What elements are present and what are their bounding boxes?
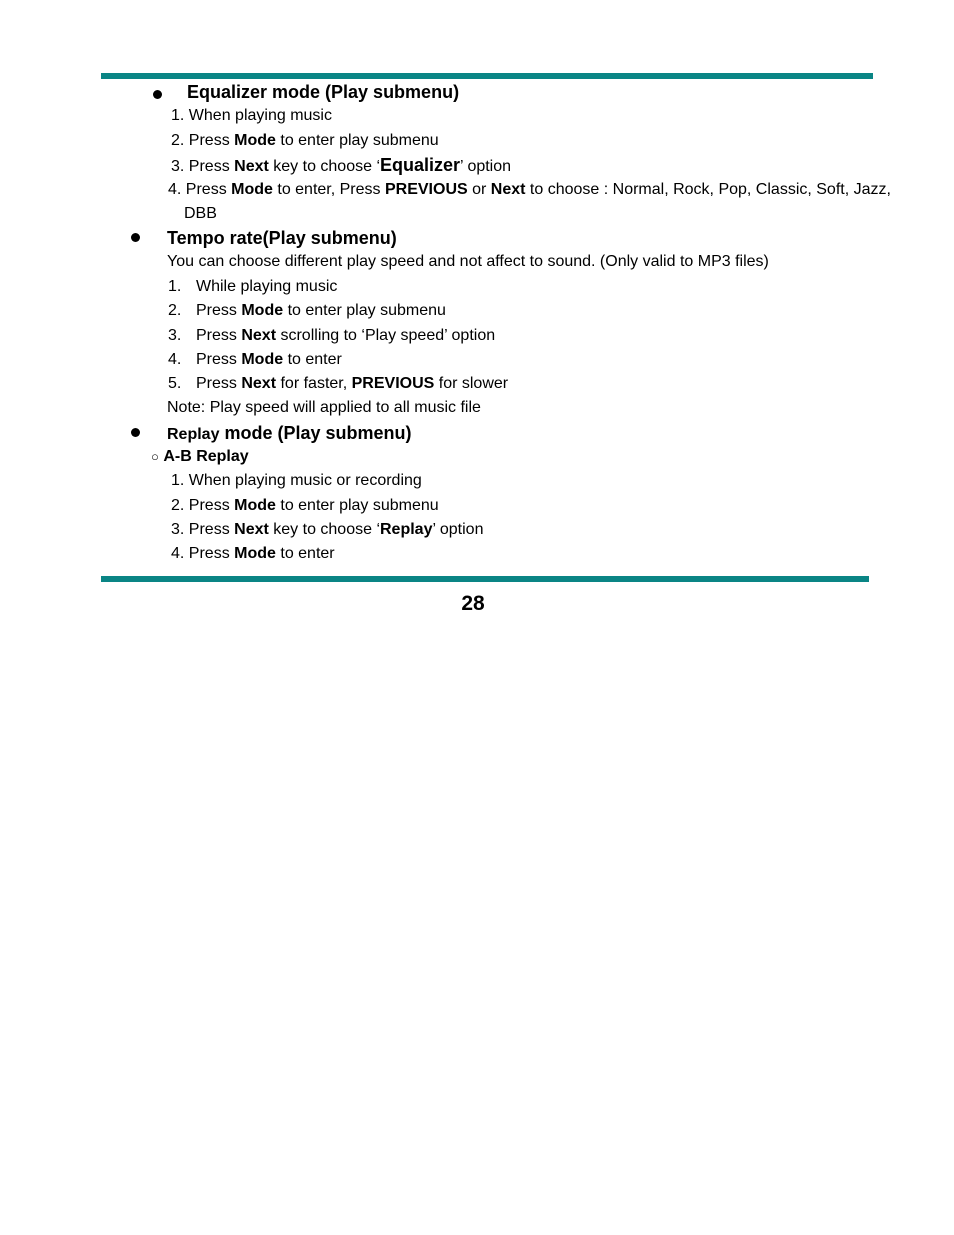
step-text: Press bbox=[196, 302, 242, 319]
step-option: Equalizer bbox=[380, 155, 461, 175]
step-number: 3. bbox=[171, 158, 185, 175]
step-text: to enter play submenu bbox=[275, 497, 439, 514]
step-number: 2. bbox=[171, 132, 185, 149]
step-text: Press bbox=[188, 521, 235, 538]
page-number: 28 bbox=[461, 592, 485, 615]
step-number: 2. bbox=[168, 302, 182, 319]
step-key: Mode bbox=[241, 351, 284, 368]
step-text: for faster, bbox=[276, 375, 352, 392]
step-text: for slower bbox=[434, 375, 509, 392]
step-number: 4. bbox=[168, 351, 182, 368]
step-key: Next bbox=[241, 327, 277, 344]
heading-part: mode (Play submenu) bbox=[219, 423, 412, 443]
step-text: scrolling to ‘Play speed’ option bbox=[276, 327, 496, 344]
step-key: PREVIOUS bbox=[384, 181, 468, 198]
step-key: Next bbox=[234, 521, 269, 538]
equalizer-step-2 bbox=[171, 131, 439, 151]
section-heading-tempo: Tempo rate(Play submenu) bbox=[167, 228, 397, 248]
step-number: 4. bbox=[168, 181, 182, 198]
step-text: to enter bbox=[275, 545, 335, 562]
tempo-step-4 bbox=[168, 350, 342, 370]
bottom-divider bbox=[101, 576, 869, 582]
step-text: Press bbox=[185, 181, 232, 198]
replay-step-2 bbox=[171, 496, 439, 516]
step-key: Mode bbox=[234, 132, 276, 149]
tempo-intro: You can choose different play speed and not affect to sound. (Only valid to MP3 files) bbox=[167, 253, 769, 270]
step-text: Press bbox=[196, 327, 242, 344]
step-text: When playing music bbox=[188, 107, 332, 124]
step-number: 4. bbox=[171, 545, 185, 562]
replay-subheading bbox=[151, 447, 249, 467]
step-text: Press bbox=[188, 158, 235, 175]
step-number: 3. bbox=[168, 327, 182, 344]
equalizer-step-4 bbox=[168, 180, 891, 200]
section-heading-replay bbox=[167, 422, 412, 446]
step-text: Press bbox=[196, 375, 242, 392]
step-text: When playing music or recording bbox=[188, 472, 422, 489]
equalizer-step-1 bbox=[171, 106, 332, 126]
step-number: 2. bbox=[171, 497, 185, 514]
step-text: Press bbox=[188, 497, 235, 514]
step-text: key to choose ‘ bbox=[268, 521, 380, 538]
top-divider bbox=[101, 73, 873, 79]
step-text: to enter play submenu bbox=[275, 132, 439, 149]
replay-step-3 bbox=[171, 520, 483, 540]
heading-part: Replay bbox=[167, 426, 220, 443]
section-heading-equalizer: Equalizer mode (Play submenu) bbox=[187, 82, 460, 102]
step-key: Next bbox=[241, 375, 277, 392]
step-text: to choose : Normal, Rock, Pop, Classic, Soft, Jazz, bbox=[525, 181, 891, 198]
step-number: 3. bbox=[171, 521, 185, 538]
step-key: Mode bbox=[234, 545, 276, 562]
tempo-step-5 bbox=[168, 374, 508, 394]
equalizer-step-4-continued: DBB bbox=[184, 205, 217, 222]
step-text: key to choose ‘ bbox=[268, 158, 380, 175]
replay-step-1 bbox=[171, 471, 422, 491]
tempo-step-1 bbox=[168, 277, 337, 297]
step-key: Next bbox=[490, 181, 526, 198]
step-text: Press bbox=[188, 545, 235, 562]
step-number: 1. bbox=[171, 472, 185, 489]
step-key: Mode bbox=[241, 302, 284, 319]
step-text: While playing music bbox=[196, 278, 338, 295]
subheading-text: A-B Replay bbox=[163, 448, 249, 465]
step-text: Press bbox=[188, 132, 235, 149]
equalizer-step-3 bbox=[171, 155, 511, 177]
step-key: Mode bbox=[231, 181, 273, 198]
step-number: 1. bbox=[171, 107, 185, 124]
step-text: ’ option bbox=[460, 158, 512, 175]
replay-step-4 bbox=[171, 544, 335, 564]
step-key: PREVIOUS bbox=[351, 375, 435, 392]
tempo-step-2 bbox=[168, 301, 446, 321]
step-option: Replay bbox=[380, 521, 433, 538]
step-text: Press bbox=[196, 351, 242, 368]
tempo-step-3 bbox=[168, 326, 495, 346]
step-text: ’ option bbox=[432, 521, 484, 538]
step-text: or bbox=[467, 181, 491, 198]
step-number: 5. bbox=[168, 375, 182, 392]
circle-icon: ○ bbox=[151, 449, 159, 464]
step-text: to enter bbox=[283, 351, 342, 368]
step-number: 1. bbox=[168, 278, 182, 295]
step-key: Next bbox=[234, 158, 269, 175]
step-key: Mode bbox=[234, 497, 276, 514]
tempo-note: Note: Play speed will applied to all music file bbox=[167, 399, 481, 416]
step-text: to enter, Press bbox=[272, 181, 385, 198]
bullet-icon bbox=[131, 428, 140, 437]
step-text: to enter play submenu bbox=[283, 302, 446, 319]
bullet-icon bbox=[131, 233, 140, 242]
bullet-icon bbox=[153, 90, 162, 99]
